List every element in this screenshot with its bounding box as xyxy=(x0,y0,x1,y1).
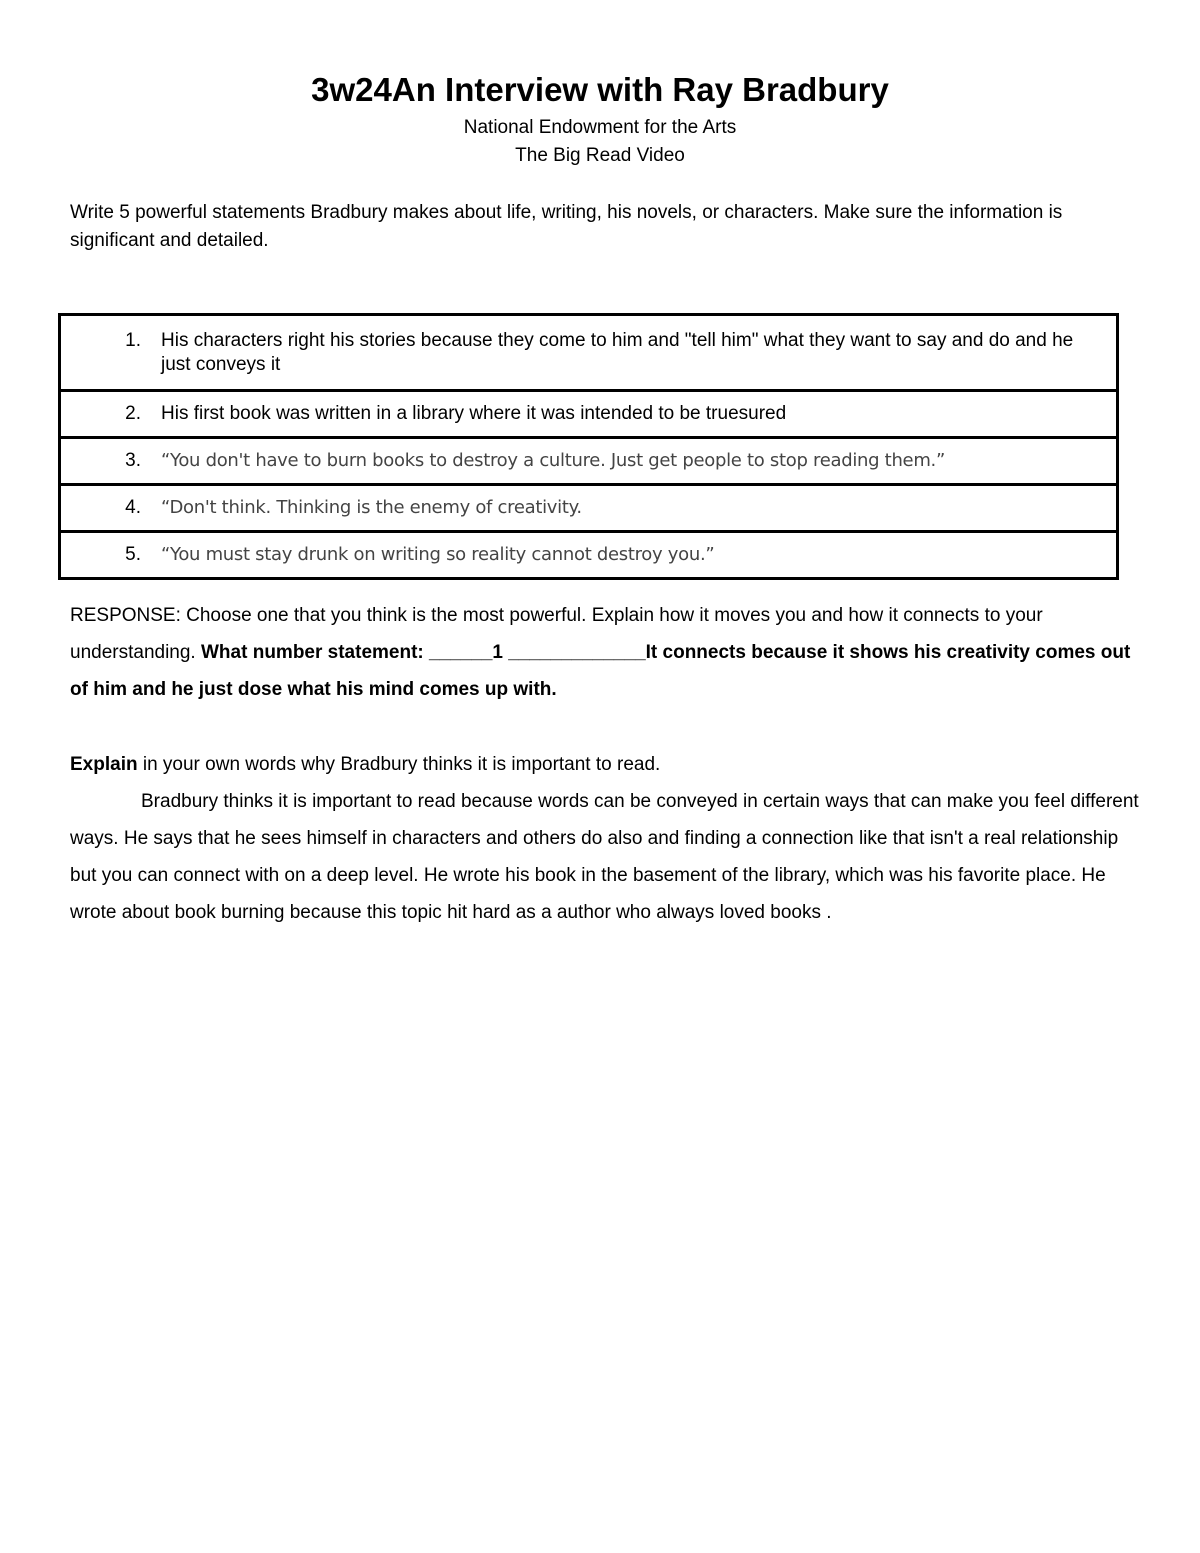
statement-text: His characters right his stories because they come to him and "tell him" what they want to say and do and he just conveys it xyxy=(161,330,1074,375)
instructions-text: Write 5 powerful statements Bradbury makes about life, writing, his novels, or characters. Make sure the information is significant and detailed. xyxy=(70,202,1063,251)
statement-cell[interactable] xyxy=(60,485,1118,532)
statement-number: 4 . xyxy=(61,496,141,520)
statement-number: 3 . xyxy=(61,449,141,473)
table-row xyxy=(60,485,1118,532)
subtitle-organization: National Endowment for the Arts xyxy=(463,117,737,138)
statement-number: 5 . xyxy=(61,543,141,567)
statement-cell[interactable] xyxy=(60,391,1118,438)
response-section xyxy=(70,597,1140,708)
statement-text: “You must stay drunk on writing so reality cannot destroy you.” xyxy=(161,544,715,565)
response-answer[interactable]: What number statement: ______1 _____________It connects because it shows his creativity comes out of him and he just dose what his mind comes up with. xyxy=(70,642,1131,700)
statement-number: 1 . xyxy=(61,329,141,353)
statement-text: “You don't have to burn books to destroy a culture. Just get people to stop reading them.” xyxy=(161,450,946,471)
subtitle-video: The Big Read Video xyxy=(515,145,685,166)
statements-table xyxy=(58,313,1119,580)
statement-number: 2 . xyxy=(61,402,141,426)
response-prompt: RESPONSE: Choose one that you think is the most powerful. Explain how it moves you and how it connects to your understanding. xyxy=(70,605,1043,663)
table-row xyxy=(60,391,1118,438)
explain-prompt: in your own words why Bradbury thinks it is important to read. xyxy=(137,754,661,775)
statement-cell[interactable] xyxy=(60,438,1118,485)
statement-text: His first book was written in a library where it was intended to be truesured xyxy=(161,403,787,424)
explain-label: Explain xyxy=(70,754,138,775)
statement-cell[interactable] xyxy=(60,315,1118,391)
table-row xyxy=(60,532,1118,579)
table-row xyxy=(60,438,1118,485)
statement-cell[interactable] xyxy=(60,532,1118,579)
statement-text: “Don't think. Thinking is the enemy of creativity. xyxy=(161,497,582,518)
explain-section xyxy=(70,746,1140,931)
table-row xyxy=(60,315,1118,391)
page-title: 3w24An Interview with Ray Bradbury xyxy=(311,71,889,108)
explain-answer[interactable]: Bradbury thinks it is important to read because words can be conveyed in certain ways that can make you feel different ways. He says that he sees himself in characters and others do also and finding a connection like that isn't a real relationship but you can connect with on a deep level. He wrote his book in the basement of the library, which was his favorite place. He wrote about book burning because this topic hit hard as a author who always loved books . xyxy=(70,791,1139,923)
